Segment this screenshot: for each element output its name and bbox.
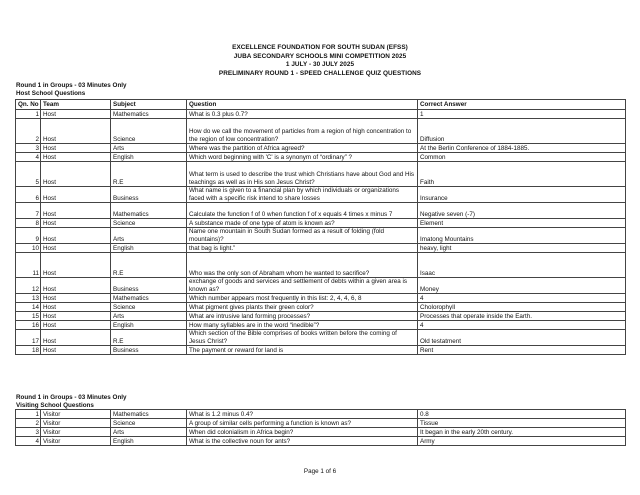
question-cell: What are intrusive land forming processes? xyxy=(187,312,418,321)
document-header xyxy=(0,44,640,78)
team-cell: Visitor xyxy=(41,419,111,428)
table-row xyxy=(16,187,626,203)
question-cell: How many syllables are in the word “inedible”? xyxy=(187,321,418,330)
question-cell: Where was the partition of Africa agreed? xyxy=(187,144,418,153)
subject-cell: Mathematics xyxy=(111,110,187,119)
subject-cell: Science xyxy=(111,219,187,228)
question-cell: Who was the only son of Abraham whom he wanted to sacrifice? xyxy=(187,253,418,278)
competition-title: JUBA SECONDARY SCHOOLS MINI COMPETITION 2025 xyxy=(233,52,407,60)
subject-cell: Science xyxy=(111,119,187,144)
question-cell: Which section of the Bible comprises of books written before the coming of Jesus Christ? xyxy=(187,330,418,346)
col-header-question: Question xyxy=(187,100,418,110)
subject-cell: R.E xyxy=(111,330,187,346)
team-cell: Host xyxy=(41,303,111,312)
subject-cell: Arts xyxy=(111,228,187,244)
table-row xyxy=(16,428,626,437)
table-row xyxy=(16,144,626,153)
host-group-label: Host School Questions xyxy=(16,90,86,97)
answer-cell: Tissue xyxy=(418,419,626,428)
visitor-round-label: Round 1 in Groups - 03 Minutes Only xyxy=(16,394,127,401)
team-cell: Host xyxy=(41,244,111,253)
answer-cell: 4 xyxy=(418,321,626,330)
question-number: 5 xyxy=(16,162,41,187)
team-cell: Host xyxy=(41,312,111,321)
answer-cell: Faith xyxy=(418,162,626,187)
host-questions-table xyxy=(15,99,626,355)
question-cell: How do we call the movement of particles from a region of high concentration to the region of low concentration? xyxy=(187,119,418,144)
answer-cell: Money xyxy=(418,278,626,294)
team-cell: Host xyxy=(41,119,111,144)
question-number: 13 xyxy=(16,294,41,303)
subject-cell: Arts xyxy=(111,144,187,153)
answer-cell: Old testatment xyxy=(418,330,626,346)
question-number: 10 xyxy=(16,244,41,253)
answer-cell: Army xyxy=(418,437,626,446)
table-row xyxy=(16,153,626,162)
answer-cell: Negative seven (-7) xyxy=(418,203,626,219)
answer-cell: It began in the early 20th century. xyxy=(418,428,626,437)
subject-cell: Mathematics xyxy=(111,410,187,419)
table-row xyxy=(16,410,626,419)
question-cell: Which number appears most frequently in this list: 2, 4, 4, 6, 8 xyxy=(187,294,418,303)
subject-cell: Mathematics xyxy=(111,294,187,303)
team-cell: Host xyxy=(41,153,111,162)
question-cell: What is 0.3 plus 0.7? xyxy=(187,110,418,119)
question-number: 17 xyxy=(16,330,41,346)
subject-cell: R.E xyxy=(111,253,187,278)
question-number: 14 xyxy=(16,303,41,312)
question-cell: that bag is light.” xyxy=(187,244,418,253)
answer-cell: 4 xyxy=(418,294,626,303)
question-cell: What term is used to describe the trust which Christians have about God and His teachings as well as in His son Jesus Christ? xyxy=(187,162,418,187)
answer-cell: At the Berlin Conference of 1884-1885. xyxy=(418,144,626,153)
team-cell: Host xyxy=(41,228,111,244)
answer-cell: Element xyxy=(418,219,626,228)
question-number: 3 xyxy=(16,144,41,153)
team-cell: Host xyxy=(41,294,111,303)
question-number: 9 xyxy=(16,228,41,244)
visitor-group-label: Visiting School Questions xyxy=(16,402,94,409)
team-cell: Host xyxy=(41,330,111,346)
table-row xyxy=(16,110,626,119)
round-title: PRELIMINARY ROUND 1 - SPEED CHALLENGE QUIZ QUESTIONS xyxy=(218,69,422,77)
page-number: Page 1 of 6 xyxy=(303,468,337,475)
question-number: 2 xyxy=(16,419,41,428)
col-header-qn: Qn. No xyxy=(16,100,41,110)
question-cell: What is the collective noun for ants? xyxy=(187,437,418,446)
table-row xyxy=(16,330,626,346)
question-number: 15 xyxy=(16,312,41,321)
table-row xyxy=(16,437,626,446)
table-row xyxy=(16,294,626,303)
question-number: 7 xyxy=(16,203,41,219)
question-cell: What name is given to a financial plan by which individuals or organizations faced with a specific risk intend to share losses xyxy=(187,187,418,203)
col-header-subject: Subject xyxy=(111,100,187,110)
subject-cell: Business xyxy=(111,187,187,203)
question-cell: What pigment gives plants their green color? xyxy=(187,303,418,312)
answer-cell: 0.8 xyxy=(418,410,626,419)
question-number: 4 xyxy=(16,153,41,162)
answer-cell: Diffusion xyxy=(418,119,626,144)
question-cell: What is 1.2 minus 0.4? xyxy=(187,410,418,419)
question-cell: A group of similar cells performing a function is known as? xyxy=(187,419,418,428)
table-row xyxy=(16,162,626,187)
org-title: EXCELLENCE FOUNDATION FOR SOUTH SUDAN (EFSS) xyxy=(232,44,408,51)
question-number: 1 xyxy=(16,110,41,119)
table-row xyxy=(16,346,626,355)
question-number: 18 xyxy=(16,346,41,355)
question-number: 12 xyxy=(16,278,41,294)
subject-cell: English xyxy=(111,244,187,253)
question-number: 11 xyxy=(16,253,41,278)
table-row xyxy=(16,419,626,428)
table-row xyxy=(16,253,626,278)
answer-cell: Processes that operate inside the Earth. xyxy=(418,312,626,321)
answer-cell: Imatong Mountains xyxy=(418,228,626,244)
table-row xyxy=(16,303,626,312)
subject-cell: English xyxy=(111,321,187,330)
subject-cell: Science xyxy=(111,303,187,312)
question-cell: Which word beginning with 'C' is a synonym of “ordinary” ? xyxy=(187,153,418,162)
team-cell: Host xyxy=(41,321,111,330)
date-range: 1 JULY - 30 JULY 2025 xyxy=(285,61,355,69)
answer-cell: Insurance xyxy=(418,187,626,203)
host-round-label: Round 1 in Groups - 03 Minutes Only xyxy=(16,82,127,89)
subject-cell: Arts xyxy=(111,312,187,321)
team-cell: Host xyxy=(41,253,111,278)
team-cell: Host xyxy=(41,144,111,153)
question-cell: Name one mountain in South Sudan formed as a result of folding (fold mountains)? xyxy=(187,228,418,244)
team-cell: Visitor xyxy=(41,410,111,419)
col-header-answer: Correct Answer xyxy=(418,100,626,110)
team-cell: Host xyxy=(41,346,111,355)
subject-cell: Business xyxy=(111,346,187,355)
question-number: 8 xyxy=(16,219,41,228)
table-header-row xyxy=(16,100,626,110)
answer-cell: Rent xyxy=(418,346,626,355)
question-number: 1 xyxy=(16,410,41,419)
table-row xyxy=(16,219,626,228)
team-cell: Host xyxy=(41,278,111,294)
team-cell: Host xyxy=(41,219,111,228)
answer-cell: Isaac xyxy=(418,253,626,278)
question-number: 16 xyxy=(16,321,41,330)
answer-cell: Common xyxy=(418,153,626,162)
team-cell: Host xyxy=(41,162,111,187)
col-header-team: Team xyxy=(41,100,111,110)
table-row xyxy=(16,278,626,294)
subject-cell: Arts xyxy=(111,428,187,437)
question-number: 6 xyxy=(16,187,41,203)
question-cell: exchange of goods and services and settlement of debts within a given area is known as? xyxy=(187,278,418,294)
table-row xyxy=(16,203,626,219)
team-cell: Visitor xyxy=(41,437,111,446)
question-number: 3 xyxy=(16,428,41,437)
team-cell: Visitor xyxy=(41,428,111,437)
team-cell: Host xyxy=(41,203,111,219)
table-row xyxy=(16,228,626,244)
table-row xyxy=(16,312,626,321)
subject-cell: Science xyxy=(111,419,187,428)
team-cell: Host xyxy=(41,110,111,119)
question-cell: Calculate the function f of 0 when function f of x equals 4 times x minus 7 xyxy=(187,203,418,219)
question-cell: When did colonialism in Africa begin? xyxy=(187,428,418,437)
table-row xyxy=(16,244,626,253)
answer-cell: 1 xyxy=(418,110,626,119)
answer-cell: Cholorophyll xyxy=(418,303,626,312)
visitor-questions-table xyxy=(15,409,626,446)
question-number: 2 xyxy=(16,119,41,144)
table-row xyxy=(16,119,626,144)
answer-cell: heavy, light xyxy=(418,244,626,253)
subject-cell: Business xyxy=(111,278,187,294)
subject-cell: R.E xyxy=(111,162,187,187)
subject-cell: English xyxy=(111,153,187,162)
team-cell: Host xyxy=(41,187,111,203)
subject-cell: English xyxy=(111,437,187,446)
question-cell: The payment or reward for land is xyxy=(187,346,418,355)
question-number: 4 xyxy=(16,437,41,446)
table-row xyxy=(16,321,626,330)
subject-cell: Mathematics xyxy=(111,203,187,219)
question-cell: A substance made of one type of atom is known as? xyxy=(187,219,418,228)
